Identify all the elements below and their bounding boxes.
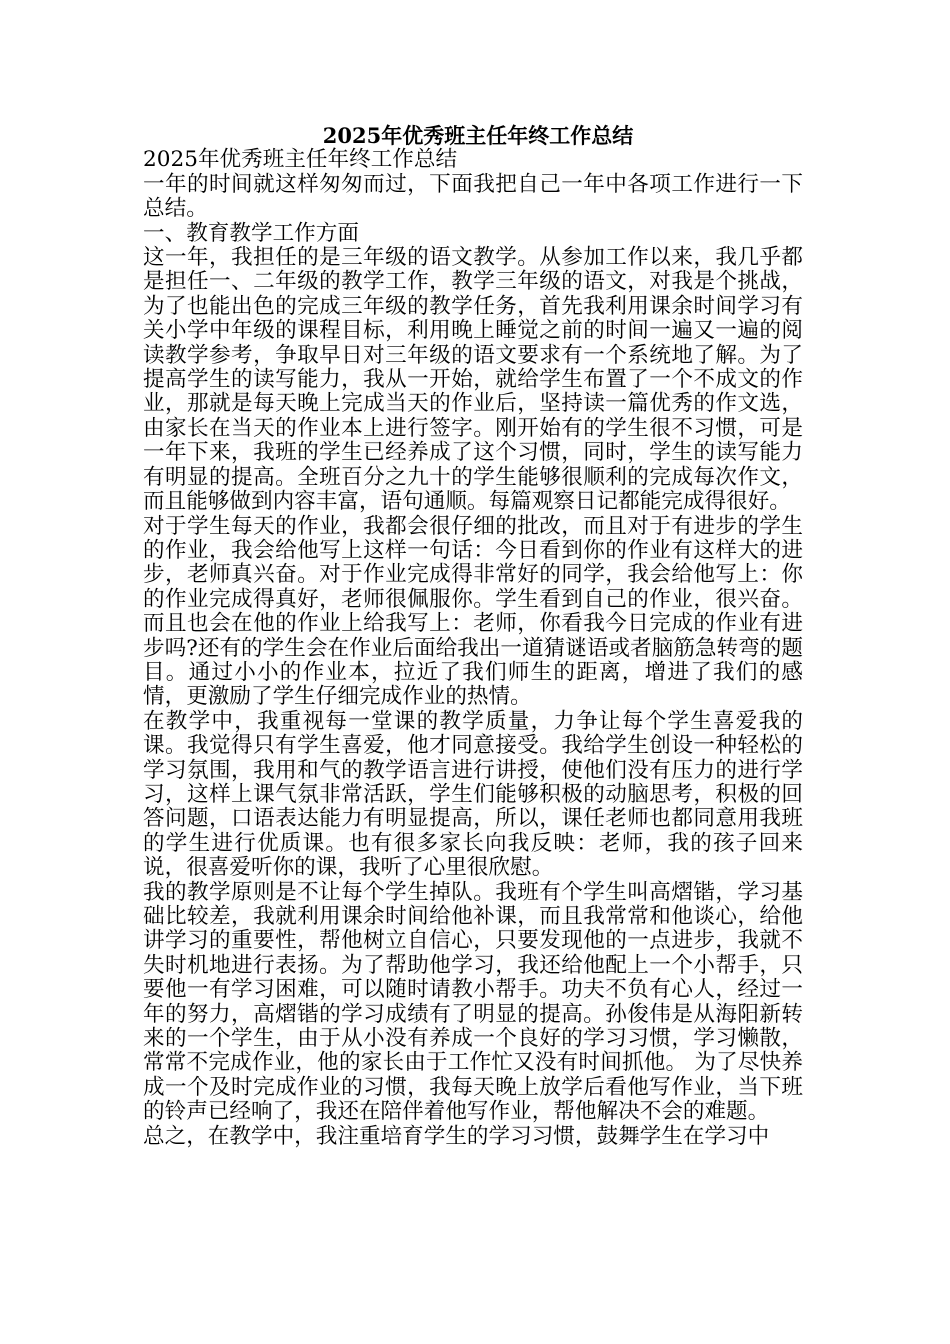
- paragraph-subtitle: 2025年优秀班主任年终工作总结: [143, 147, 458, 173]
- section-heading-teaching: 一、教育教学工作方面: [143, 220, 359, 246]
- paragraph-no-student-left-behind: 我的教学原则是不让每个学生掉队。我班有个学生叫高熠锴，学习基础比较差，我就利用课余时间给他补课，而且我常常和他谈心，给他讲学习的重要性，帮他树立自信心，只要发现他的一点进步，我就不失时机地进行表扬。为了帮助他学习，我还给他配上一个小帮手，只要他一有学习困难，可以随时请教小帮手。功夫不负有心人，经过一年的努力，高熠锴的学习成绩有了明显的提高。孙俊伟是从海阳新转来的一个学生，由于从小没有养成一个良好的学习习惯，学习懒散，常常不完成作业，他的家长由于工作忙又没有时间抓他。 为了尽快养成一个及时完成作业的习惯，我每天晚上放学后看他写作业，当下班的铃声已经响了，我还在陪伴着他写作业，帮他解决不会的难题。: [143, 879, 803, 1125]
- paragraph-teaching-overview: 这一年，我担任的是三年级的语文教学。从参加工作以来，我几乎都是担任一、二年级的教学工作，教学三年级的语文，对我是个挑战，为了也能出色的完成三年级的教学任务，首先我利用课余时间学习有关小学中年级的课程目标，利用晚上睡觉之前的时间一遍又一遍的阅读教学参考，争取早日对三年级的语文要求有一个系统地了解。为了提高学生的读写能力，我从一开始，就给学生布置了一个不成文的作业，那就是每天晚上完成当天的作业后，坚持读一篇优秀的作文选，由家长在当天的作业本上进行签字。刚开始有的学生很不习惯，可是一年下来，我班的学生已经养成了这个习惯，同时，学生的读写能力有明显的提高。全班百分之九十的学生能够很顺利的完成每次作文，而且能够做到内容丰富，语句通顺。每篇观察日记都能完成得很好。: [143, 245, 803, 515]
- document-title: 2025年优秀班主任年终工作总结: [322, 123, 634, 148]
- document-body: [143, 124, 803, 1149]
- paragraph-intro: 一年的时间就这样匆匆而过，下面我把自己一年中各项工作进行一下总结。: [143, 171, 803, 222]
- paragraph-class-quality: 在教学中，我重视每一堂课的教学质量，力争让每个学生喜爱我的课。我觉得只有学生喜爱，他才同意接受。我给学生创设一种轻松的学习氛围，我用和气的教学语言进行讲授，使他们没有压力的进行学习，这样上课气氛非常活跃，学生们能够积极的动脑思考，积极的回答问题，口语表达能力有明显提高，所以，课任老师也都同意用我班的学生进行优质课。也有很多家长向我反映：老师，我的孩子回来说，很喜爱听你的课，我听了心里很欣慰。: [143, 708, 803, 881]
- paragraph-homework: 对于学生每天的作业，我都会很仔细的批改，而且对于有进步的学生的作业，我会给他写上这样一句话：今日看到你的作业有这样大的进步，老师真兴奋。对于作业完成得非常好的同学，我会给他写上：你的作业完成得真好，老师很佩服你。学生看到自己的作业，很兴奋。而且也会在他的作业上给我写上：老师，你看我今日完成的作业有进步吗?还有的学生会在作业后面给我出一道猜谜语或者脑筋急转弯的题目。通过小小的作业本，拉近了我们师生的距离，增进了我们的感情，更激励了学生仔细完成作业的热情。: [143, 513, 803, 710]
- paragraph-conclusion: 总之，在教学中，我注重培育学生的学习习惯，鼓舞学生在学习中: [143, 1123, 770, 1149]
